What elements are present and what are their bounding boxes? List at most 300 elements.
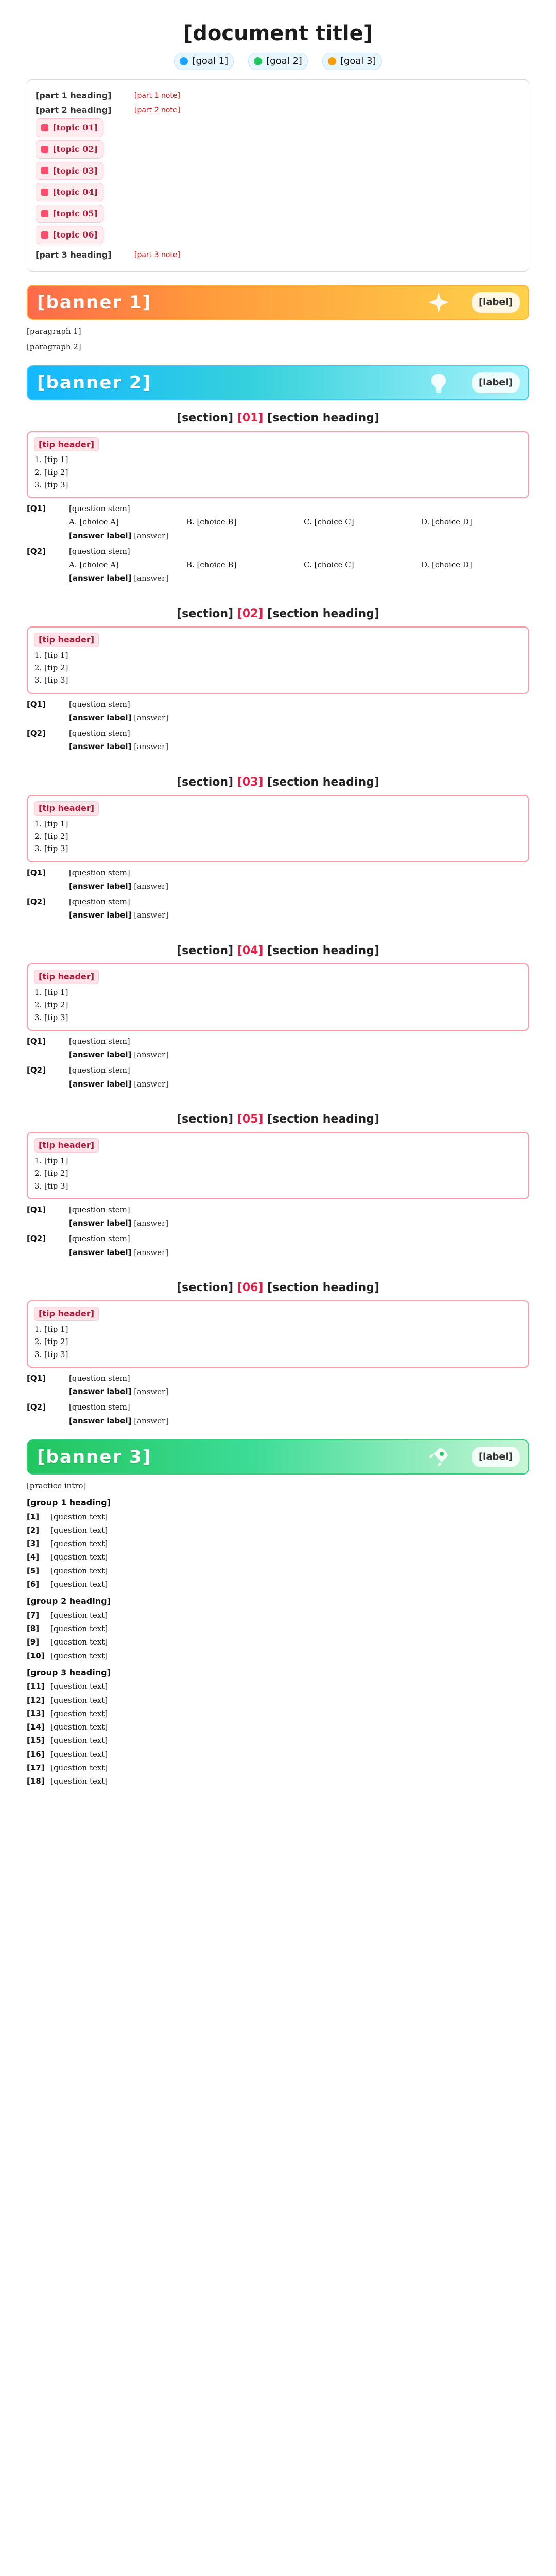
tip-box xyxy=(27,963,529,1030)
answer-text: [answer] xyxy=(134,881,169,891)
exercise-item xyxy=(27,1637,529,1647)
section-title-suffix: [section heading] xyxy=(267,944,379,957)
section-title-accent: [03] xyxy=(237,775,264,789)
question-text: [question stem] xyxy=(69,728,130,738)
section-title-prefix: [section] xyxy=(177,412,234,425)
exercise-head xyxy=(27,1708,529,1719)
exercise-number: [15] xyxy=(27,1736,45,1745)
topic-marker-icon xyxy=(41,210,48,217)
outline-topic-item xyxy=(36,205,103,223)
question-number: [Q2] xyxy=(27,897,46,907)
answer-label: [answer label] xyxy=(69,910,132,920)
exercise-text: [question text] xyxy=(50,1695,108,1705)
answer-label: [answer label] xyxy=(69,742,132,752)
answer-text: [answer] xyxy=(134,1079,169,1089)
banner-3 xyxy=(27,1439,529,1475)
breakthrough-icon xyxy=(328,57,336,65)
tip-item: 2. [tip 2] xyxy=(44,1336,522,1347)
method-icon xyxy=(254,57,262,65)
sparkle-icon xyxy=(426,290,451,315)
answer-label: [answer label] xyxy=(69,1416,132,1426)
answer-text: [answer] xyxy=(134,1050,169,1060)
rocket-icon xyxy=(426,1445,451,1469)
exercise-text: [question text] xyxy=(50,1512,108,1521)
goal-item xyxy=(322,53,382,70)
answer-text: [answer] xyxy=(134,742,169,752)
answer-text: [answer] xyxy=(134,1247,169,1257)
choice-grid xyxy=(69,517,529,527)
question-text: [question stem] xyxy=(69,1402,130,1412)
tip-item: 1. [tip 1] xyxy=(44,987,522,997)
exercise-item xyxy=(27,1762,529,1773)
answer-label: [answer label] xyxy=(69,1050,132,1060)
tip-item: 1. [tip 1] xyxy=(44,819,522,829)
question-block xyxy=(27,1205,529,1229)
tip-tag: [tip header] xyxy=(34,801,99,816)
answer-line xyxy=(69,881,529,891)
question-head xyxy=(27,503,529,514)
tip-item: 2. [tip 2] xyxy=(44,467,522,478)
goal-item xyxy=(248,53,308,70)
exercise-head xyxy=(27,1525,529,1535)
question-head xyxy=(27,1205,529,1215)
section-title-suffix: [section heading] xyxy=(267,1281,379,1294)
answer-line xyxy=(69,531,529,541)
outline-part3-label: [part 3 heading] xyxy=(36,250,112,260)
exercise-head xyxy=(27,1681,529,1691)
question-number: [Q1] xyxy=(27,1036,46,1046)
exercise-number: [17] xyxy=(27,1762,45,1772)
exercise-number: [10] xyxy=(27,1651,45,1660)
goal-item xyxy=(174,53,234,70)
section-title-accent: [05] xyxy=(237,1112,264,1126)
tip-box xyxy=(27,431,529,498)
question-block xyxy=(27,1036,529,1060)
exercise-head xyxy=(27,1566,529,1576)
section-title-accent: [02] xyxy=(237,607,264,620)
question-number: [Q1] xyxy=(27,504,46,514)
exercise-text: [question text] xyxy=(50,1708,108,1718)
section-title xyxy=(27,411,529,426)
tip-item: 2. [tip 2] xyxy=(44,999,522,1010)
exercise-text: [question text] xyxy=(50,1552,108,1562)
answer-line xyxy=(69,1386,529,1397)
question-block xyxy=(27,896,529,921)
tip-item: 1. [tip 1] xyxy=(44,1324,522,1334)
goal-label: [goal 3] xyxy=(340,56,376,66)
banner-2 xyxy=(27,365,529,400)
exercise-head xyxy=(27,1722,529,1732)
question-text: [question stem] xyxy=(69,699,130,709)
answer-line xyxy=(69,1247,529,1258)
practice-group-title: [group 3 heading] xyxy=(27,1667,111,1677)
question-block xyxy=(27,503,529,541)
exercise-text: [question text] xyxy=(50,1610,108,1620)
section-title-prefix: [section] xyxy=(177,1281,234,1294)
question-head xyxy=(27,896,529,907)
outline-topic-item xyxy=(36,183,103,201)
exercise-head xyxy=(27,1610,529,1620)
banner-2-badge: [label] xyxy=(472,372,520,393)
outline-row xyxy=(36,90,520,101)
tip-list xyxy=(44,454,522,490)
goal-label: [goal 2] xyxy=(266,56,302,66)
choice-a: A. [choice A] xyxy=(69,560,119,570)
banner-3-badge: [label] xyxy=(472,1447,520,1467)
tip-header xyxy=(34,1138,522,1153)
exercise-number: [3] xyxy=(27,1539,40,1549)
section-title xyxy=(27,1112,529,1127)
outline-topic-item xyxy=(36,226,103,244)
exercise-head xyxy=(27,1579,529,1589)
exercise-item xyxy=(27,1566,529,1576)
exercise-number: [9] xyxy=(27,1637,40,1647)
tip-header xyxy=(34,1307,522,1321)
choice-d: D. [choice D] xyxy=(421,560,472,570)
outline-box xyxy=(27,79,529,271)
outline-part3-desc: [part 3 note] xyxy=(134,251,180,260)
answer-label: [answer label] xyxy=(69,1218,132,1228)
section-title xyxy=(27,1280,529,1296)
question-text: [question stem] xyxy=(69,1036,130,1046)
choice-c: C. [choice C] xyxy=(304,560,354,570)
tip-tag: [tip header] xyxy=(34,437,99,452)
spacer xyxy=(27,1094,529,1101)
tip-body xyxy=(34,454,522,490)
choice-grid xyxy=(69,560,529,570)
question-head xyxy=(27,1402,529,1412)
outline-topic-text: [topic 02] xyxy=(53,144,98,155)
topic-marker-icon xyxy=(41,167,48,174)
outline-topic-list xyxy=(36,118,520,244)
banner-2-text: [banner 2] xyxy=(37,372,152,394)
answer-line xyxy=(69,1218,529,1228)
question-number: [Q2] xyxy=(27,728,46,738)
question-block xyxy=(27,1065,529,1089)
answer-label: [answer label] xyxy=(69,1247,132,1257)
tip-body xyxy=(34,1156,522,1191)
exercise-item xyxy=(27,1681,529,1691)
question-number: [Q1] xyxy=(27,1373,46,1383)
tip-item: 2. [tip 2] xyxy=(44,1168,522,1178)
tip-list xyxy=(44,1324,522,1360)
exercise-item xyxy=(27,1708,529,1719)
exercise-item xyxy=(27,1623,529,1634)
exercise-head xyxy=(27,1552,529,1562)
question-number: [Q1] xyxy=(27,868,46,877)
question-block xyxy=(27,699,529,723)
question-head xyxy=(27,1036,529,1046)
question-block xyxy=(27,868,529,892)
banner-3-text: [banner 3] xyxy=(37,1446,152,1467)
tip-item: 2. [tip 2] xyxy=(44,831,522,841)
exercise-head xyxy=(27,1776,529,1786)
answer-line xyxy=(69,1049,529,1060)
exercise-number: [16] xyxy=(27,1749,45,1759)
answer-text: [answer] xyxy=(134,1416,169,1426)
practice-intro: [practice intro] xyxy=(27,1481,86,1490)
question-head xyxy=(27,1233,529,1244)
exercise-number: [4] xyxy=(27,1552,40,1562)
topic-marker-icon xyxy=(41,124,48,131)
answer-text: [answer] xyxy=(134,1218,169,1228)
exercise-item xyxy=(27,1735,529,1745)
section-title-prefix: [section] xyxy=(177,775,234,789)
answer-text: [answer] xyxy=(134,531,169,540)
exercise-number: [6] xyxy=(27,1579,40,1589)
question-text: [question stem] xyxy=(69,1234,130,1244)
tip-list xyxy=(44,819,522,854)
intro-paragraph: [paragraph 1] xyxy=(27,326,81,336)
outline-topic-item xyxy=(36,118,103,137)
tip-item: 1. [tip 1] xyxy=(44,454,522,465)
section-title-accent: [01] xyxy=(237,412,264,425)
exercise-item xyxy=(27,1579,529,1589)
answer-label: [answer label] xyxy=(69,713,132,722)
question-text: [question stem] xyxy=(69,868,130,877)
section-title-suffix: [section heading] xyxy=(267,412,379,425)
question-text: [question stem] xyxy=(69,1205,130,1214)
tip-header xyxy=(34,437,522,452)
exercise-text: [question text] xyxy=(50,1539,108,1549)
answer-text: [answer] xyxy=(134,713,169,722)
section-title-prefix: [section] xyxy=(177,1112,234,1126)
outline-row xyxy=(36,249,520,261)
spacer xyxy=(27,1263,529,1270)
exercise-item xyxy=(27,1651,529,1661)
question-number: [Q2] xyxy=(27,1234,46,1244)
exercise-head xyxy=(27,1695,529,1705)
tip-list xyxy=(44,987,522,1023)
question-text: [question stem] xyxy=(69,546,130,556)
tip-box xyxy=(27,626,529,693)
answer-line xyxy=(69,1416,529,1426)
spacer xyxy=(27,589,529,596)
question-text: [question stem] xyxy=(69,897,130,907)
target-icon xyxy=(180,57,188,65)
exercise-item xyxy=(27,1776,529,1786)
question-number: [Q2] xyxy=(27,1402,46,1412)
exercise-text: [question text] xyxy=(50,1624,108,1634)
section-title-suffix: [section heading] xyxy=(267,775,379,789)
exercise-item xyxy=(27,1525,529,1535)
exercise-head xyxy=(27,1512,529,1522)
exercise-number: [8] xyxy=(27,1624,40,1634)
tip-header xyxy=(34,970,522,984)
question-head xyxy=(27,868,529,878)
section-title xyxy=(27,943,529,959)
section-title xyxy=(27,775,529,790)
section-title-accent: [06] xyxy=(237,1281,264,1294)
tip-body xyxy=(34,650,522,686)
tip-list xyxy=(44,1156,522,1191)
exercise-head xyxy=(27,1637,529,1647)
section-title-suffix: [section heading] xyxy=(267,607,379,620)
tip-box xyxy=(27,1132,529,1199)
exercise-text: [question text] xyxy=(50,1525,108,1535)
tip-tag: [tip header] xyxy=(34,1138,99,1153)
tip-item: 3. [tip 3] xyxy=(44,675,522,685)
choice-c: C. [choice C] xyxy=(304,517,354,527)
tip-item: 3. [tip 3] xyxy=(44,843,522,854)
question-head xyxy=(27,699,529,709)
exercise-item xyxy=(27,1512,529,1522)
tip-body xyxy=(34,1324,522,1360)
answer-label: [answer label] xyxy=(69,1079,132,1089)
exercise-text: [question text] xyxy=(50,1762,108,1772)
outline-part2-desc: [part 2 note] xyxy=(134,106,180,114)
outline-part1-label: [part 1 heading] xyxy=(36,91,112,101)
tip-tag: [tip header] xyxy=(34,970,99,984)
exercise-item xyxy=(27,1749,529,1759)
answer-text: [answer] xyxy=(134,573,169,583)
question-head xyxy=(27,546,529,556)
document-title: [document title] xyxy=(183,22,373,45)
lightbulb-icon xyxy=(426,370,451,395)
outline-topic-text: [topic 06] xyxy=(53,230,98,240)
tip-body xyxy=(34,819,522,854)
answer-line xyxy=(69,713,529,723)
question-text: [question stem] xyxy=(69,1373,130,1383)
answer-label: [answer label] xyxy=(69,1387,132,1397)
question-head xyxy=(27,1065,529,1075)
answer-line xyxy=(69,1079,529,1089)
answer-line xyxy=(69,573,529,583)
exercise-number: [12] xyxy=(27,1695,45,1705)
exercise-item xyxy=(27,1552,529,1562)
exercise-text: [question text] xyxy=(50,1776,108,1786)
tip-item: 2. [tip 2] xyxy=(44,663,522,673)
goal-label: [goal 1] xyxy=(192,56,229,66)
answer-label: [answer label] xyxy=(69,881,132,891)
question-number: [Q2] xyxy=(27,1065,46,1075)
exercise-head xyxy=(27,1735,529,1745)
practice-group-title: [group 2 heading] xyxy=(27,1596,111,1606)
answer-line xyxy=(69,741,529,752)
choice-b: B. [choice B] xyxy=(186,517,237,527)
topic-marker-icon xyxy=(41,231,48,239)
exercise-head xyxy=(27,1762,529,1773)
exercise-text: [question text] xyxy=(50,1566,108,1575)
question-head xyxy=(27,728,529,738)
tip-header xyxy=(34,801,522,816)
tip-item: 1. [tip 1] xyxy=(44,650,522,660)
answer-line xyxy=(69,910,529,920)
spacer xyxy=(27,926,529,933)
exercise-number: [7] xyxy=(27,1610,40,1620)
exercise-number: [18] xyxy=(27,1776,45,1786)
outline-topic-item xyxy=(36,162,103,180)
choice-d: D. [choice D] xyxy=(421,517,472,527)
exercise-text: [question text] xyxy=(50,1749,108,1759)
section-title-prefix: [section] xyxy=(177,607,234,620)
question-number: [Q1] xyxy=(27,1205,46,1214)
exercise-text: [question text] xyxy=(50,1637,108,1647)
exercise-text: [question text] xyxy=(50,1651,108,1660)
tip-item: 1. [tip 1] xyxy=(44,1156,522,1166)
outline-part1-desc: [part 1 note] xyxy=(134,92,180,100)
exercise-head xyxy=(27,1651,529,1661)
tip-item: 3. [tip 3] xyxy=(44,480,522,490)
choice-b: B. [choice B] xyxy=(186,560,237,570)
practice-group-title: [group 1 heading] xyxy=(27,1498,111,1508)
question-head xyxy=(27,1373,529,1383)
answer-text: [answer] xyxy=(134,1387,169,1397)
tip-item: 3. [tip 3] xyxy=(44,1012,522,1023)
tip-item: 3. [tip 3] xyxy=(44,1181,522,1191)
exercise-item xyxy=(27,1610,529,1620)
tip-tag: [tip header] xyxy=(34,633,99,647)
section-title-prefix: [section] xyxy=(177,944,234,957)
outline-row xyxy=(36,105,520,116)
tip-body xyxy=(34,987,522,1023)
exercise-number: [1] xyxy=(27,1512,40,1521)
question-block xyxy=(27,1233,529,1258)
question-block xyxy=(27,546,529,584)
outline-topic-text: [topic 05] xyxy=(53,208,98,218)
section-title-suffix: [section heading] xyxy=(267,1112,379,1126)
goal-row xyxy=(27,53,529,70)
answer-text: [answer] xyxy=(134,910,169,920)
exercise-text: [question text] xyxy=(50,1682,108,1691)
question-block xyxy=(27,1373,529,1397)
exercise-number: [14] xyxy=(27,1722,45,1732)
exercise-item xyxy=(27,1695,529,1705)
section-title-accent: [04] xyxy=(237,944,264,957)
tip-list xyxy=(44,650,522,686)
exercise-text: [question text] xyxy=(50,1736,108,1745)
spacer xyxy=(27,757,529,765)
exercise-number: [2] xyxy=(27,1525,40,1535)
question-number: [Q2] xyxy=(27,546,46,556)
tip-header xyxy=(34,633,522,647)
exercise-text: [question text] xyxy=(50,1579,108,1589)
question-number: [Q1] xyxy=(27,699,46,709)
exercise-item xyxy=(27,1722,529,1732)
outline-topic-item xyxy=(36,140,103,159)
banner-1-badge: [label] xyxy=(472,292,520,313)
question-block xyxy=(27,728,529,752)
question-text: [question stem] xyxy=(69,1065,130,1075)
exercise-head xyxy=(27,1538,529,1549)
exercise-text: [question text] xyxy=(50,1722,108,1732)
outline-topic-text: [topic 03] xyxy=(53,165,98,176)
exercise-number: [13] xyxy=(27,1708,45,1718)
tip-box xyxy=(27,1300,529,1367)
topic-marker-icon xyxy=(41,189,48,196)
exercise-number: [11] xyxy=(27,1682,45,1691)
intro-paragraph: [paragraph 2] xyxy=(27,342,81,351)
exercise-head xyxy=(27,1749,529,1759)
banner-1-text: [banner 1] xyxy=(37,292,152,313)
banner-1 xyxy=(27,285,529,320)
tip-item: 3. [tip 3] xyxy=(44,1349,522,1360)
tip-box xyxy=(27,795,529,862)
answer-label: [answer label] xyxy=(69,573,132,583)
choice-a: A. [choice A] xyxy=(69,517,119,527)
exercise-number: [5] xyxy=(27,1566,40,1575)
section-title xyxy=(27,606,529,622)
exercise-item xyxy=(27,1538,529,1549)
question-text: [question stem] xyxy=(69,504,130,514)
outline-part2-label: [part 2 heading] xyxy=(36,105,112,115)
topic-marker-icon xyxy=(41,146,48,153)
answer-label: [answer label] xyxy=(69,531,132,540)
outline-topic-text: [topic 01] xyxy=(53,123,98,133)
exercise-head xyxy=(27,1623,529,1634)
outline-topic-text: [topic 04] xyxy=(53,187,98,197)
question-block xyxy=(27,1402,529,1426)
